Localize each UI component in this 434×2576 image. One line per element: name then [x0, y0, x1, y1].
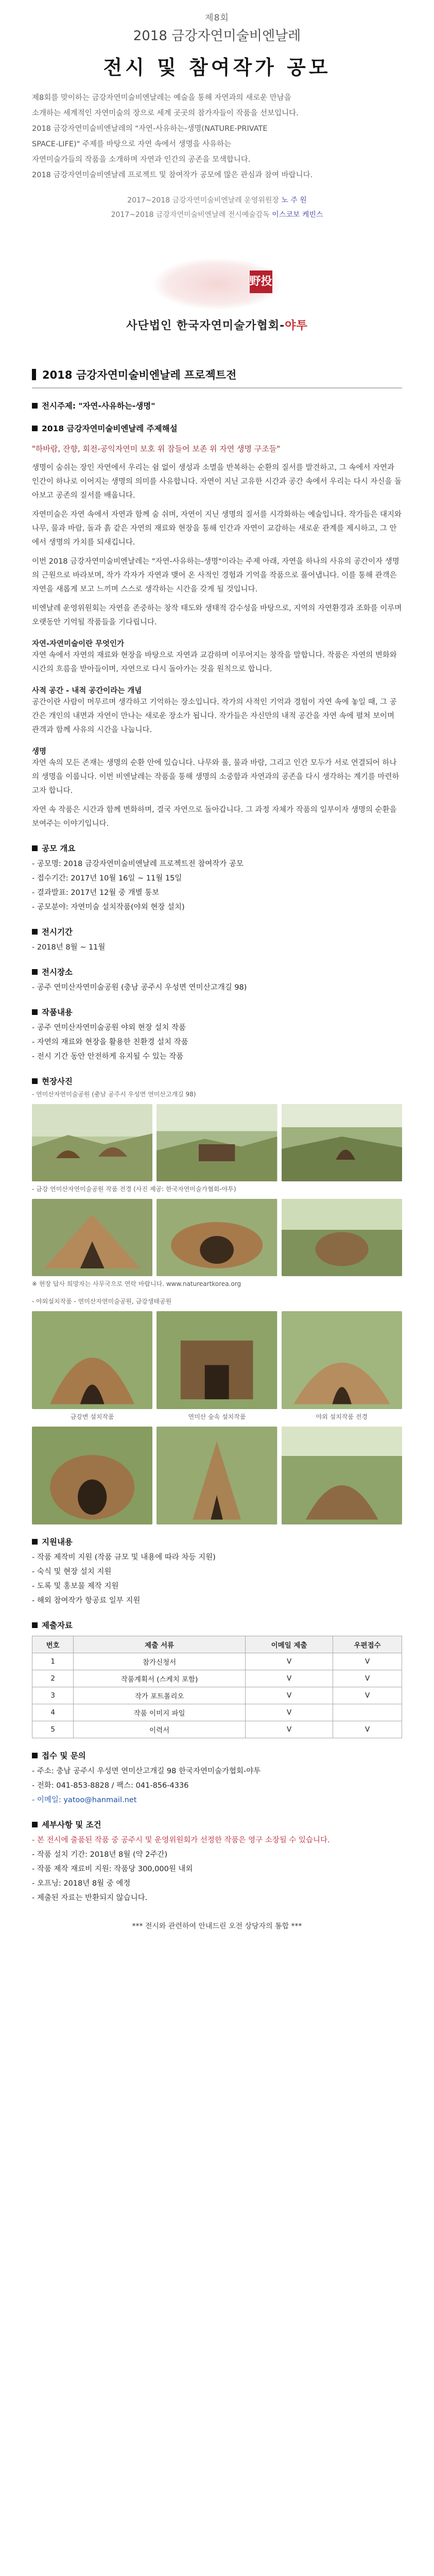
schedule-item: - 오프닝: 2018년 8월 중 예정	[32, 1879, 131, 1888]
theme-subheading: 2018 금강자연미술비엔날레 주제해설	[32, 422, 402, 434]
subsection-text: 자연 속의 모든 존재는 생명의 순환 안에 있습니다. 나무와 풀, 물과 바람, 그리고 인간 모두가 서로 연결되어 하나의 생명을 이룹니다. 이번 비엔날레는 작품을 통해 생명의 소중함과 자연과의 공존을 다시 생각하는 계기를 마련하고자 합니다.	[32, 759, 400, 795]
works-item: - 자연의 재료와 현장을 활용한 친환경 설치 작품	[32, 1038, 188, 1046]
theme-paragraph: 자연미술은 자연 속에서 자연과 함께 숨 쉬며, 자연이 지닌 생명의 질서를 시각화하는 예술입니다. 작가들은 대지와 나무, 물과 바람, 돌과 흙 같은 자연의 재료와 현장을 통해 인간과 자연이 교감하는 새로운 관계를 제시하고, 그 안에서 생명의 가치를 되새깁니다.	[32, 511, 402, 547]
support-item: - 작품 제작비 지원 (작품 규모 및 내용에 따라 차등 지원)	[32, 1553, 216, 1562]
support-item: - 숙식 및 현장 설치 지원	[32, 1568, 112, 1576]
gallery-photo	[157, 1311, 277, 1409]
table-cell: 작품 이미지 파일	[74, 1704, 246, 1721]
intro-line: 자연미술가들의 작품을 소개하며 자연과 인간의 공존을 모색합니다.	[32, 156, 251, 164]
works-item: - 전시 기간 동안 안전하게 유지될 수 있는 작품	[32, 1053, 184, 1061]
support-section	[32, 1536, 402, 1608]
contact-item: - 주소: 충남 공주시 우성면 연미산고개길 98 한국자연미술가협회-야투	[32, 1767, 261, 1775]
square-bullet-icon	[32, 969, 38, 975]
photo-row	[32, 1427, 402, 1524]
organizer-block	[0, 258, 434, 333]
gallery-caption: 금강변 설치작품	[70, 1413, 114, 1420]
schedule-item: - 작품 제작 재료비 지원: 작품당 300,000원 내외	[32, 1865, 193, 1873]
theme-paragraph: 비엔날레 운영위원회는 자연을 존중하는 창작 태도와 생태적 감수성을 바탕으로, 지역의 자연환경과 조화를 이루며 오랫동안 기억될 작품들을 기다립니다.	[32, 604, 402, 626]
works-heading: 작품내용	[32, 1006, 402, 1018]
section-header	[32, 367, 402, 388]
seal-stamp: 野投	[250, 270, 272, 293]
support-item: - 해외 참여작가 항공료 일부 지원	[32, 1597, 141, 1605]
table-section	[32, 1619, 402, 1738]
venue-text: - 공주 연미산자연미술공원 (충남 공주시 우성면 연미산고개길 98)	[32, 984, 247, 992]
outline-item: - 접수기간: 2017년 10월 16일 ~ 11월 15일	[32, 874, 182, 883]
table-header: 번호	[32, 1636, 74, 1653]
park-photo	[32, 1104, 152, 1181]
table-cell: V	[245, 1721, 333, 1738]
table-cell: 1	[32, 1653, 74, 1670]
table-cell	[333, 1704, 402, 1721]
outline-item: - 결과발표: 2017년 12월 중 개별 통보	[32, 889, 160, 897]
outline-section	[32, 842, 402, 1064]
subsection-text: 자연 속에서 자연의 재료와 현장을 바탕으로 자연과 교감하며 이루어지는 창작을 말합니다. 작품은 자연의 변화와 시간의 흐름을 받아들이며, 자연으로 다시 돌아가는 것을 원칙으로 합니다.	[32, 651, 397, 673]
schedule-item: - 본 전시에 출품된 작품 중 공주시 및 운영위원회가 선정한 작품은 영구 소장될 수 있습니다.	[32, 1836, 330, 1844]
credit-name: 이스코보 케빈스	[272, 211, 323, 219]
detail-photo	[282, 1199, 402, 1276]
table-header: 제출 서류	[74, 1636, 246, 1653]
credit-role: 2017~2018 금강자연미술비엔날레 운영위원장	[127, 196, 279, 205]
intro-line: 2018 금강자연미술비엔날레 프로젝트 및 참여작가 공모에 많은 관심과 참여 바랍니다.	[32, 171, 313, 179]
edition-label: 제8회	[205, 13, 229, 23]
square-bullet-icon	[32, 1753, 38, 1758]
schedule-section	[32, 1819, 402, 1905]
gallery-label: - 야외설치작품 - 연미산자연미술공원, 금강생태공원	[32, 1298, 172, 1305]
contact-item: - 전화: 041-853-8828 / 팩스: 041-856-4336	[32, 1782, 189, 1790]
table-cell: V	[245, 1653, 333, 1670]
square-bullet-icon	[32, 845, 38, 851]
credit-role: 2017~2018 금강자연미술비엔날레 전시예술감독	[111, 211, 270, 219]
table-cell: 작품계획서 (스케치 포함)	[74, 1670, 246, 1687]
table-cell: 3	[32, 1687, 74, 1704]
subsection-title: 자연-자연미술이란 무엇인가	[32, 640, 125, 648]
support-item: - 도록 및 홍보물 제작 지원	[32, 1582, 119, 1590]
square-bullet-icon	[32, 929, 38, 935]
square-bullet-icon	[32, 1622, 38, 1628]
section-marker	[32, 369, 36, 380]
gallery-captions	[32, 1409, 402, 1421]
photos-heading: 현장사진	[32, 1075, 402, 1087]
organizer-name-accent: 야투	[285, 319, 308, 332]
table-cell: V	[333, 1721, 402, 1738]
square-bullet-icon	[32, 1078, 38, 1084]
square-bullet-icon	[32, 426, 38, 431]
schedule-item: - 제출된 자료는 반환되지 않습니다.	[32, 1894, 148, 1902]
park-photo	[282, 1104, 402, 1181]
table-cell: 2	[32, 1670, 74, 1687]
table-header: 이메일 제출	[245, 1636, 333, 1653]
subsection-title: 생명	[32, 748, 47, 756]
square-bullet-icon	[32, 1539, 38, 1545]
park-photo	[157, 1104, 277, 1181]
gallery-caption: 연미산 숲속 설치작품	[188, 1413, 246, 1420]
square-bullet-icon	[32, 403, 38, 409]
table-cell: 참가신청서	[74, 1653, 246, 1670]
theme-paragraph: 이번 2018 금강자연미술비엔날레는 "자연-사유하는-생명"이라는 주제 아래, 자연을 하나의 사유의 공간이자 생명의 근원으로 바라보며, 작가 각자가 자연과 맺어 온 사적인 경험과 기억을 작품으로 풀어냅니다. 이를 통해 관객은 자연을 새롭게 보고 느끼며 스스로 생각하는 시간을 갖게 될 것입니다.	[32, 557, 400, 594]
organizer-name-main: 사단법인 한국자연미술가협회-	[126, 319, 285, 332]
subsection-text: 공간이란 사람이 머무르며 생각하고 기억하는 장소입니다. 작가의 사적인 기억과 경험이 자연 속에 놓일 때, 그 공간은 개인의 내면과 자연이 만나는 새로운 장소가 됩니다. 작가들은 자신만의 내적 공간을 자연 속에 펼쳐 보이며 관객과 함께 사유의 시간을 나눕니다.	[32, 698, 397, 734]
gallery-caption: 야외 설치작품 전경	[316, 1413, 368, 1420]
gallery-photo	[282, 1427, 402, 1524]
intro-line: SPACE-LIFE)" 주제를 바탕으로 자연 속에서 생명을 사유하는	[32, 140, 232, 148]
photos-section	[32, 1075, 402, 1524]
table-cell: 4	[32, 1704, 74, 1721]
table-row	[32, 1670, 402, 1687]
schedule-item: - 작품 설치 기간: 2018년 8월 (약 2주간)	[32, 1851, 168, 1859]
table-cell: V	[333, 1670, 402, 1687]
table-cell: V	[245, 1704, 333, 1721]
page-title: 전시 및 참여작가 공모	[103, 56, 331, 79]
table-cell: 이력서	[74, 1721, 246, 1738]
table-cell: V	[245, 1687, 333, 1704]
theme-heading: 전시주제: "자연-사유하는-생명"	[32, 400, 402, 411]
detail-photo	[157, 1199, 277, 1276]
table-row	[32, 1653, 402, 1670]
photo-row	[32, 1199, 402, 1276]
park-label: - 연미산자연미술공원 (충남 공주시 우성면 연미산고개길 98)	[32, 1091, 196, 1098]
theme-paragraph: 생명이 숨쉬는 장인 자연에서 우리는 쉼 없이 생성과 소멸을 반복하는 순환의 질서를 발견하고, 그 속에서 자연과 인간이 하나로 이어지는 생명의 의미를 사유합니다. 자연이 지닌 고유한 시간과 공간 속에서 우리는 다시 자신을 돌아보고 공존의 질서를 배웁니다.	[32, 464, 402, 500]
table-row	[32, 1687, 402, 1704]
period-heading: 전시기간	[32, 926, 402, 937]
detail-caption: ※ 현장 답사 희망자는 사무국으로 연락 바랍니다. www.natureartkorea.org	[32, 1280, 241, 1287]
organizer-name	[0, 317, 434, 333]
outline-heading: 공모 개요	[32, 842, 402, 854]
gallery-photo	[32, 1427, 152, 1524]
table-cell: 작가 포트폴리오	[74, 1687, 246, 1704]
contact-email[interactable]: - 이메일: yatoo@hanmail.net	[32, 1796, 137, 1804]
event-name: 2018 금강자연미술비엔날레	[133, 28, 301, 44]
park-caption: - 금강 연미산자연미술공원 작품 전경 (사진 제공: 한국자연미술가협회-야투)	[32, 1185, 236, 1193]
photo-row	[32, 1311, 402, 1409]
outline-item: - 공모명: 2018 금강자연미술비엔날레 프로젝트전 참여작가 공모	[32, 860, 244, 868]
table-cell: 5	[32, 1721, 74, 1738]
table-row	[32, 1704, 402, 1721]
support-heading: 지원내용	[32, 1536, 402, 1547]
square-bullet-icon	[32, 1822, 38, 1827]
works-item: - 공주 연미산자연미술공원 야외 현장 설치 작품	[32, 1024, 186, 1032]
organizer-logo	[153, 258, 282, 310]
table-cell: V	[333, 1687, 402, 1704]
documents-table	[32, 1636, 402, 1738]
gallery-photo	[32, 1311, 152, 1409]
theme-section	[32, 400, 402, 831]
square-bullet-icon	[32, 1009, 38, 1015]
venue-heading: 전시장소	[32, 966, 402, 977]
intro-line: 2018 금강자연미술비엔날레의 "자연-사유하는-생명(NATURE-PRIVATE	[32, 125, 268, 133]
subsection-title: 사적 공간 - 내적 공간이라는 개념	[32, 687, 142, 695]
detail-photo	[32, 1199, 152, 1276]
contact-section	[32, 1750, 402, 1807]
table-header: 우편접수	[333, 1636, 402, 1653]
table-cell: V	[333, 1653, 402, 1670]
intro-line: 제8회를 맞이하는 금강자연미술비엔날레는 예술을 통해 자연과의 새로운 만남을	[32, 94, 291, 102]
table-row	[32, 1721, 402, 1738]
photo-row	[32, 1104, 402, 1181]
subsection-text: 자연 속 작품은 시간과 함께 변화하며, 결국 자연으로 돌아갑니다. 그 과정 자체가 작품의 일부이자 생명의 순환을 보여주는 이야기입니다.	[32, 806, 397, 828]
intro-text	[0, 90, 434, 183]
contact-heading: 접수 및 문의	[32, 1750, 402, 1761]
gallery-photo	[157, 1427, 277, 1524]
table-cell: V	[245, 1670, 333, 1687]
period-text: - 2018년 8월 ~ 11월	[32, 943, 106, 952]
section-title: 2018 금강자연미술비엔날레 프로젝트전	[42, 369, 237, 381]
credits	[0, 193, 434, 222]
theme-quote: "하바람, 잔향, 회전-공익자연미 보호 위 잠들어 보존 위 자연 생명 구조들"	[32, 444, 281, 453]
gallery-photo	[282, 1311, 402, 1409]
schedule-heading: 세부사항 및 조건	[32, 1819, 402, 1830]
outline-item: - 공모분야: 자연미술 설치작품(야외 현장 설치)	[32, 903, 185, 911]
footer-note: *** 전시와 관련하여 안내드린 오전 상당자의 통합 ***	[132, 1922, 302, 1930]
table-heading: 제출자료	[32, 1619, 402, 1631]
credit-name: 노 주 원	[281, 196, 307, 205]
intro-line: 소개하는 세계적인 자연미술의 장으로 세계 곳곳의 참가자들이 작품을 선보입니다.	[32, 109, 299, 117]
